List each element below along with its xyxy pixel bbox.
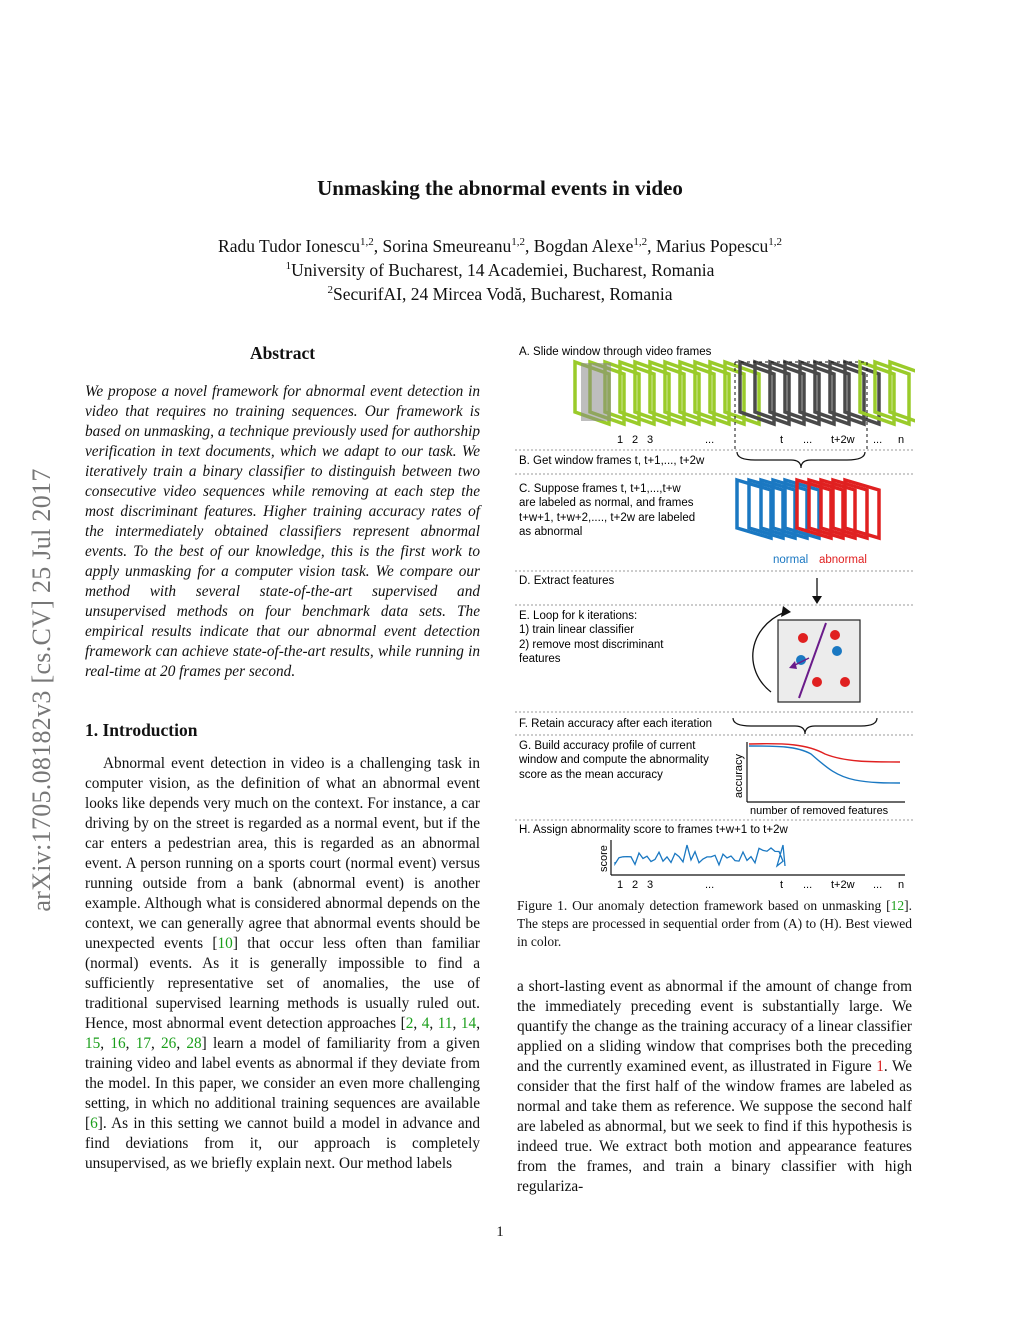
citation-separator: , (100, 1035, 111, 1052)
affiliation-text: SecurifAI, 24 Mircea Vodă, Bucharest, Romania (332, 284, 673, 304)
citation-separator: , (413, 1015, 422, 1032)
page-number: 1 (496, 1224, 504, 1240)
figure-step-g-label: G. Build accuracy profile of current (519, 740, 696, 752)
figure-step-d-label: D. Extract features (519, 575, 615, 587)
body-text: . We consider that the first half of the window frames are labeled as normal and take them as reference. We suppose the second half are labeled as abnormal, but we seek to find if this hypothesis is indeed true. We extract both motion and appearance features from the frames, and train a binary classifier with high regulariza- (517, 1058, 913, 1195)
body-text: a short-lasting event as abnormal if the amount of change from the immediately preceding event is substantially large. We quantify the change as the training accuracy of a linear classifier applied on a sliding window that comprises both the preceding and the currently examined event, as illustrated in Figure (517, 978, 912, 1075)
citation-separator: , (452, 1015, 461, 1032)
abnormal-point (830, 630, 840, 640)
accuracy-brace (733, 718, 877, 734)
frame-label: 2 (632, 434, 639, 446)
caption-text: ]. The steps are processed in sequential order from (A) to (H). Best viewed in color. (517, 898, 912, 949)
author-name: Marius Popescu (655, 236, 769, 256)
paper-title: Unmasking the abnormal events in video (317, 176, 683, 200)
abstract-text: We propose a novel framework for abnormal event detection in video that requires no training sequences. Our framework is based on unmasking, a technique previously used for authorship verification in text documents, which we adapt to our task. We iteratively train a binary classifier to distinguish between two consecutive video sequences while removing at each step the most discriminant features. Higher training accuracy rates of the intermediately obtained classifiers represent abnormal events. To the best of our knowledge, this is the first work to apply unmasking for a computer vision task. We compare our method with several state-of-the-art supervised and unsupervised methods on four benchmark data sets. The empirical results indicate that our abnormal event detection framework can achieve state-of-the-art results, while running in real-time at 20 frames per second. (85, 383, 480, 680)
right-column-paragraph (517, 977, 912, 1197)
frame-label: ... (705, 434, 715, 446)
author-affiliation: 1,2 (511, 236, 526, 249)
normal-point (832, 646, 842, 656)
affiliation-line (0, 282, 1000, 306)
accuracy-axis-label: accuracy (733, 753, 745, 798)
citation-link[interactable]: 6 (90, 1115, 98, 1132)
frame-label: t+2w (831, 879, 855, 891)
author-affiliation: 1,2 (359, 236, 374, 249)
frame-label: ... (803, 434, 813, 446)
classifier-panel (778, 620, 860, 702)
frame-label: ... (705, 879, 715, 891)
figure-step-c-label: C. Suppose frames t, t+1,...,t+w (519, 483, 681, 495)
figure-step-a-label: A. Slide window through video frames (519, 346, 712, 358)
figure-step-c-label: are labeled as normal, and frames (519, 497, 694, 509)
frame-axis-labels-a (617, 434, 904, 446)
window-brace (737, 452, 865, 468)
video-frame-thumbnail (581, 363, 611, 421)
frame-label: 1 (617, 879, 624, 891)
loop-arrowhead (781, 606, 791, 617)
frame-strip (575, 362, 915, 424)
author-list: Radu Tudor Ionescu$^{1,2}$, Sorina Smeureanu$^{1,2}$, Bogdan Alexe$^{1,2}$, Marius Popescu$^{1,2}$ (218, 236, 782, 256)
frame-label: 3 (647, 434, 654, 446)
figure-step-b-label: B. Get window frames t, t+1,..., t+2w (519, 455, 705, 467)
affiliation-line (0, 258, 1000, 282)
figure-caption (517, 897, 912, 951)
abnormal-point (812, 677, 822, 687)
citation-separator: , (476, 1015, 481, 1032)
citation-link[interactable]: 2 (405, 1015, 414, 1032)
citation-link[interactable]: 10 (217, 935, 233, 952)
citation-link[interactable]: 15 (85, 1035, 101, 1052)
score-axis-label: score (598, 845, 610, 872)
section-heading-introduction: 1. Introduction (85, 720, 198, 740)
body-text: ] learn a model of familiarity from a given training video and label events as abnormal if they deviate from the model. In this paper, we consider an even more challenging setting, in which no additional training sequences are available [ (85, 1035, 480, 1132)
frame-axis-labels-h (617, 879, 904, 891)
author-block (0, 234, 1000, 306)
author-affiliation: 1,2 (633, 236, 648, 249)
flow-arrowhead (812, 596, 822, 604)
affiliation-number: 1 (285, 260, 292, 273)
citation-link[interactable]: 28 (186, 1035, 202, 1052)
citation-link[interactable]: 26 (161, 1035, 177, 1052)
frame-label: ... (803, 879, 813, 891)
citation-link[interactable]: 14 (460, 1015, 477, 1032)
author-affiliation: 1,2 (768, 236, 782, 249)
author-name: Bogdan Alexe (533, 236, 634, 256)
frame-label: t (780, 434, 784, 446)
citation-link[interactable]: 4 (421, 1015, 430, 1032)
citation-separator: , (429, 1015, 438, 1032)
figure-step-f-label: F. Retain accuracy after each iteration (519, 718, 713, 730)
figure-step-e-label: 1) train linear classifier (519, 624, 635, 636)
figure-step-g-label: window and compute the abnormality (519, 754, 709, 766)
frame-label: 3 (647, 879, 654, 891)
citation-separator: , (176, 1035, 187, 1052)
body-text: Abnormal event detection in video is a challenging task in computer vision, as the definition of what an abnormal event looks like depends very much on the context. For instance, a car driving by on the street is regarded as a normal event, but if the car enters a pedestrian area, this is regarded as an abnormal event. A person running on a sports court (normal event) versus running outside from a bank (abnormal event) is another example. Although what is considered abnormal depends on the context, we can generally agree that abnormal events should be unexpected events [ (85, 755, 480, 952)
abnormality-score-signal (615, 845, 785, 866)
citation-link[interactable]: 17 (135, 1035, 151, 1052)
removed-features-axis-label: number of removed features (750, 805, 889, 817)
frame-label: n (898, 879, 905, 891)
frame-label: t+2w (831, 434, 855, 446)
abnormal-point (840, 677, 850, 687)
arxiv-identifier: arXiv:1705.08182v3 [cs.CV] 25 Jul 2017 (27, 468, 56, 912)
citation-separator: , (150, 1035, 162, 1052)
affiliation-number: 2 (327, 284, 333, 297)
frame-label: 2 (632, 879, 639, 891)
normal-accuracy-curve (749, 746, 900, 783)
figure-step-e-label: E. Loop for k iterations: (519, 610, 638, 622)
caption-text: Figure 1. Our anomaly detection framework based on unmasking [ (517, 898, 891, 913)
figure-1 (515, 340, 915, 895)
arxiv-sidebar (22, 410, 62, 970)
legend-normal: normal (773, 554, 809, 566)
figure-step-c-label: as abnormal (519, 526, 583, 538)
citation-link[interactable]: 16 (110, 1035, 126, 1052)
author-name: Sorina Smeureanu (382, 236, 512, 256)
frame-label: t (780, 879, 784, 891)
figure-step-g-label: score as the mean accuracy (519, 769, 663, 781)
frame-label: ... (873, 434, 883, 446)
frame-label: n (898, 434, 905, 446)
citation-link[interactable]: 11 (437, 1015, 453, 1032)
figure-step-e-label: 2) remove most discriminant (519, 639, 664, 651)
figure-step-h-label: H. Assign abnormality score to frames t+w+1 to t+2w (519, 824, 788, 836)
abnormal-point (798, 633, 808, 643)
window-frames-colored (737, 480, 879, 538)
figure-reference-link[interactable]: 1 (876, 1058, 884, 1075)
abstract-heading: Abstract (249, 343, 316, 363)
affiliation-text: University of Bucharest, 14 Academiei, Bucharest, Romania (291, 260, 715, 280)
legend-abnormal: abnormal (819, 554, 867, 566)
introduction-paragraph (85, 754, 480, 1174)
citation-link[interactable]: 12 (890, 898, 905, 913)
body-text: ] that occur less often than familiar (normal) events. As it is generally impossible to find a sufficiently representative set of anomalies, the use of traditional supervised learning methods is usually ruled out. Hence, most abnormal event detection approaches [ (85, 935, 480, 1032)
citation-separator: , (125, 1035, 136, 1052)
frame-label: 1 (617, 434, 624, 446)
body-text: ]. As in this setting we cannot build a model in advance and find deviations from it, our approach is completely unsupervised, as we briefly explain next. Our method labels (85, 1115, 480, 1172)
author-name: Radu Tudor Ionescu (218, 236, 360, 256)
figure-step-e-label: features (519, 653, 561, 665)
frame-label: ... (873, 879, 883, 891)
figure-step-c-label: t+w+1, t+w+2,...., t+2w are labeled (519, 512, 696, 524)
